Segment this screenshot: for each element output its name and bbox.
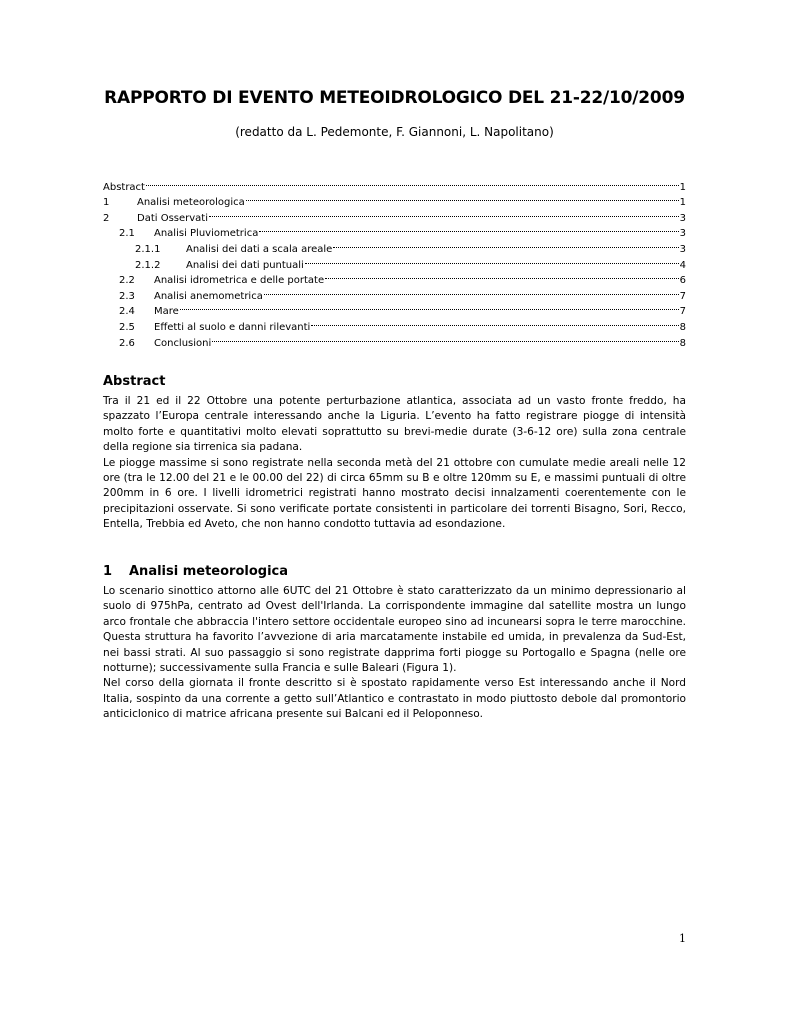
toc-dot-leader — [212, 330, 678, 346]
toc-entry-number: 2.3 — [119, 290, 135, 302]
toc-entry-text: Effetti al suolo e danni rilevanti — [154, 321, 311, 333]
toc-dot-leader — [325, 268, 679, 284]
toc-dot-leader — [209, 205, 679, 221]
toc-entry-abstract[interactable] — [103, 174, 686, 193]
toc-dot-leader — [180, 299, 679, 315]
toc-dot-leader — [259, 221, 678, 237]
toc-entry-number: 2.1 — [119, 228, 135, 240]
toc-entry-text: Mare — [154, 306, 179, 318]
toc-entry-effetti-al-suolo[interactable] — [103, 314, 686, 333]
toc-entry-number: 2.1.2 — [135, 259, 161, 271]
toc-entry-number: 2.2 — [119, 275, 135, 287]
toc-entry-text: Analisi idrometrica e delle portate — [154, 275, 325, 287]
section-1-heading — [103, 564, 288, 579]
toc-dot-leader — [333, 236, 678, 252]
toc-entry-text: Analisi dei dati a scala areale — [186, 243, 333, 255]
toc-entry-text: Analisi anemometrica — [154, 290, 263, 302]
toc-entry-page: 4 — [679, 259, 686, 271]
toc-dot-leader — [246, 190, 679, 206]
section-1-body — [103, 584, 686, 723]
table-of-contents — [103, 174, 686, 349]
toc-entry-number: 2.1.1 — [135, 243, 161, 255]
section-title: Analisi meteorologica — [129, 564, 289, 579]
toc-entry-number: 2 — [103, 212, 110, 224]
toc-entry-number: 2.6 — [119, 337, 135, 349]
toc-entry-text: Conclusioni — [154, 337, 212, 349]
toc-dot-leader — [305, 252, 679, 268]
toc-entry-text: Analisi dei dati puntuali — [186, 259, 304, 271]
toc-dot-leader — [311, 314, 678, 330]
toc-entry-text: Abstract — [103, 181, 145, 193]
abstract-paragraph: Tra il 21 ed il 22 Ottobre una potente perturbazione atlantica, associata ad un vasto fronte freddo, ha spazzato l’Europa centrale interessando anche la Liguria. L’evento ha fatto registrare piogge di intensità molto forte e quantitativi molto elevati soprattutto su brevi-medie durate (3-6-12 ore) sulla zona centrale della regione sia tirrenica sia padana. — [103, 395, 686, 454]
toc-entry-page: 3 — [679, 243, 686, 255]
section-paragraph: Lo scenario sinottico attorno alle 6UTC del 21 Ottobre è stato caratterizzato da un minimo depressionario al suolo di 975hPa, centrato ad Ovest dell'Irlanda. La corrispondente immagine dal satellite mostra un lungo arco frontale che abbraccia l'intero settore occidentale europeo sino ad incunearsi sopra le terre marocchine. Questa struttura ha favorito l’avvezione di aria marcatamente instabile ed umida, in prevalenza da Sud-Est, nei bassi strati. Al suo passaggio si sono registrate dapprima forti piogge su Portogallo e Spagna (nelle ore notturne); successivamente sulla Francia e sulle Baleari (Figura 1). — [103, 585, 686, 675]
toc-entry-page: 3 — [679, 212, 686, 224]
document-authors: (redatto da L. Pedemonte, F. Giannoni, L. Napolitano) — [235, 125, 554, 139]
abstract-paragraph: Le piogge massime si sono registrate nella seconda metà del 21 ottobre con cumulate medie areali nelle 12 ore (tra le 12.00 del 21 e le 00.00 del 22) di circa 65mm su B e oltre 120mm su E, e massimi puntuali di oltre 200mm in 6 ore. I livelli idrometrici registrati hanno mostrato decisi innalzamenti coerentemente con le precipitazioni osservate. Si sono verificate portate consistenti in particolare dei torrenti Bisagno, Sori, Recco, Entella, Trebbia ed Aveto, che non hanno condotto tuttavia ad esondazione. — [103, 456, 686, 531]
toc-entry-analisi-meteorologica[interactable] — [103, 190, 686, 209]
section-paragraph: Nel corso della giornata il fronte descritto si è spostato rapidamente verso Est interessando anche il Nord Italia, sospinto da una corrente a getto sull’Atlantico e contrastato in modo piuttosto debole dal promontorio anticiclonico di matrice africana presente sui Balcani ed il Peloponneso. — [103, 677, 686, 721]
toc-entry-number: 2.4 — [119, 306, 135, 318]
abstract-body — [103, 394, 686, 533]
toc-entry-page: 1 — [679, 197, 686, 209]
document-page — [103, 0, 686, 1024]
toc-entry-page: 8 — [679, 321, 686, 333]
toc-entry-page: 7 — [679, 306, 686, 318]
toc-entry-text: Dati Osservati — [137, 212, 209, 224]
toc-entry-number: 2.5 — [119, 321, 135, 333]
toc-entry-page: 1 — [679, 181, 686, 193]
page-number: 1 — [679, 932, 686, 945]
toc-entry-number: 1 — [103, 197, 110, 209]
abstract-heading: Abstract — [103, 374, 166, 389]
toc-entry-text: Analisi meteorologica — [137, 197, 245, 209]
toc-dot-leader — [264, 283, 679, 299]
toc-entry-mare[interactable] — [103, 299, 686, 318]
toc-dot-leader — [146, 174, 679, 190]
toc-entry-text: Analisi Pluviometrica — [154, 228, 259, 240]
toc-entry-page: 8 — [679, 337, 686, 349]
toc-entry-page: 7 — [679, 290, 686, 302]
document-title: RAPPORTO DI EVENTO METEOIDROLOGICO DEL 21-22/10/2009 — [104, 88, 685, 108]
toc-entry-page: 6 — [679, 275, 686, 287]
section-number: 1 — [103, 564, 113, 579]
toc-entry-page: 3 — [679, 228, 686, 240]
